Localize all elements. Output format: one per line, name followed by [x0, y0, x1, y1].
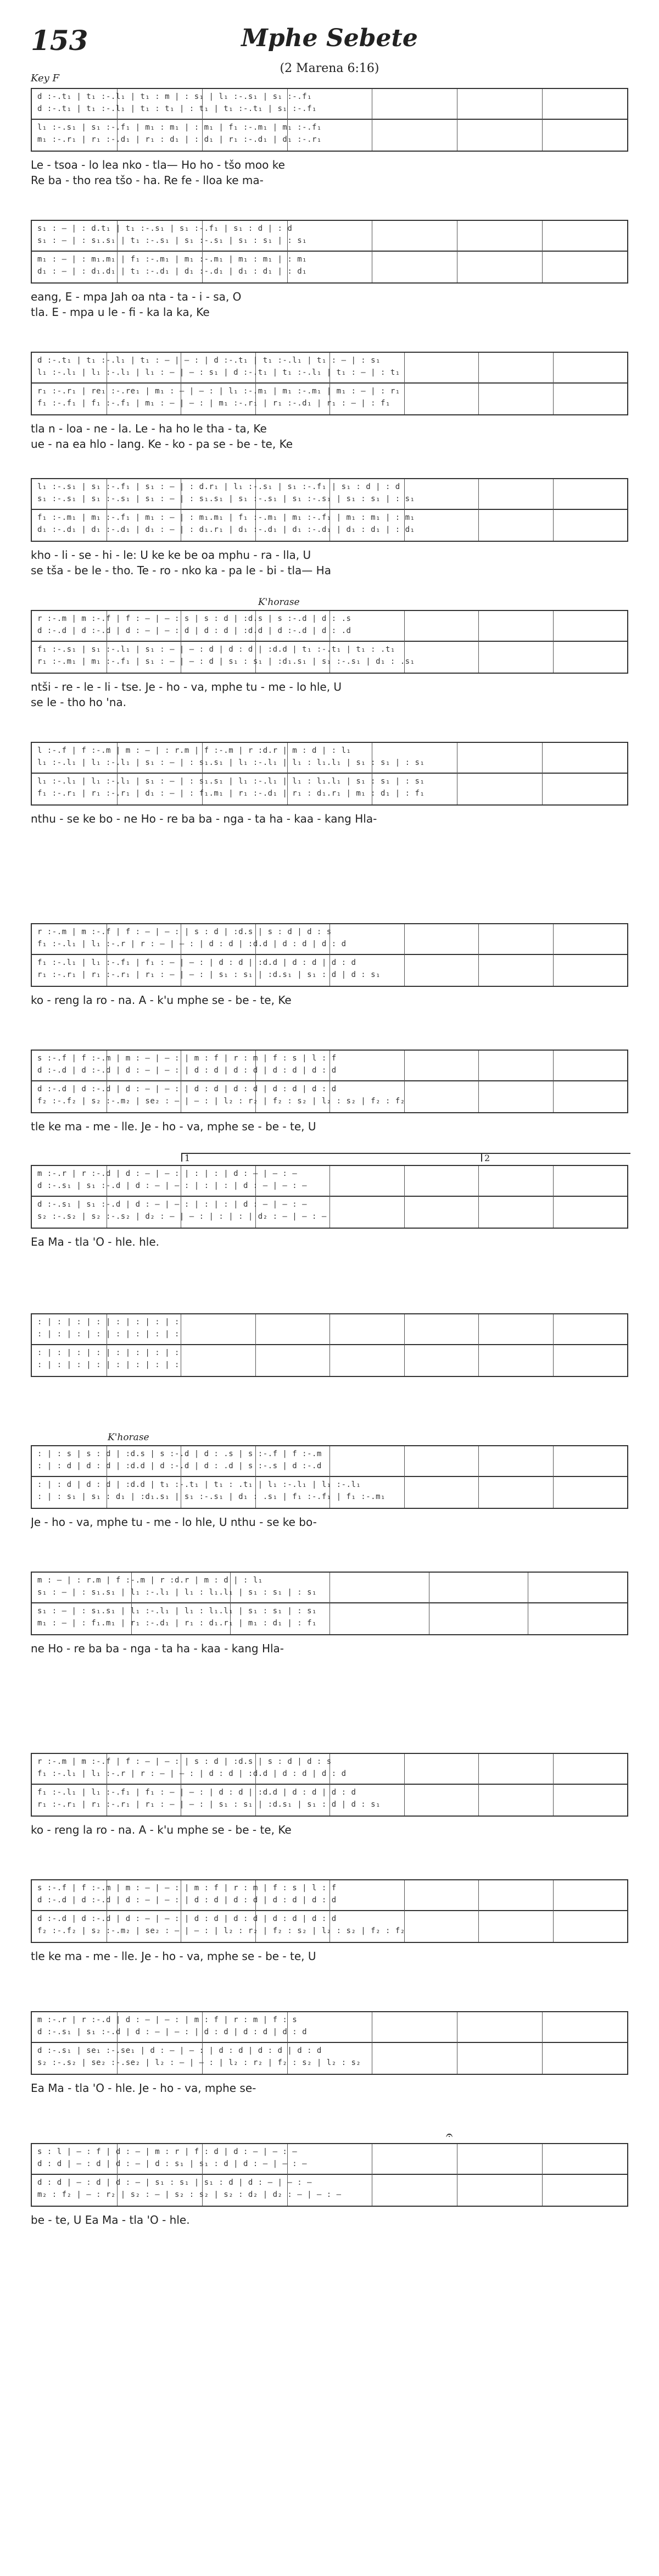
solfa-voice-row: [32, 958, 627, 968]
lyric-line: tle ke ma - me - lle. Je - ho - va, mphe se - be - te, U: [31, 1950, 316, 1963]
solfa-voice-row: [32, 777, 627, 787]
solfa-notes: m : — | : r.m | f :-.m | r :d.r | m : d | : l₁: [37, 1576, 263, 1585]
music-system: [31, 352, 628, 451]
solfa-voice-row: [32, 368, 627, 378]
solfa-notes: : | : d | d : d | :d.d | t₁ :-.t₁ | t₁ : .t₁ | l₁ :-.l₁ | l₁ :-.l₁: [37, 1480, 361, 1489]
key-signature: Key F: [31, 73, 59, 84]
first-ending: 1: [181, 1153, 481, 1162]
solfa-notes: d :-.t₁ | t₁ :-.l₁ | t₁ : m | : s₁ | l₁ :-.s₁ | s₁ :-.f₁: [37, 92, 312, 101]
solfa-notes: l₁ :-.l₁ | l₁ :-.l₁ | s₁ : — | : s₁.s₁ | l₁ :-.l₁ | l₁ : l₁.l₁ | s₁ : s₁ | : s₁: [37, 758, 425, 767]
lyric-line: nthu - se ke bo - ne Ho - re ba ba - nga - ta ha - kaa - kang Hla-: [31, 812, 377, 825]
staff-box: [31, 1165, 628, 1229]
solfa-voice-row: [32, 1361, 627, 1370]
solfa-notes: r₁ :-.r₁ | r₁ :-.r₁ | r₁ : — | — : | s₁ : s₁ | :d.s₁ | s₁ : d | d : s₁: [37, 970, 381, 979]
solfa-notes: l₁ :-.s₁ | s₁ :-.f₁ | m₁ : m₁ | : m₁ | f₁ :-.m₁ | m₁ :-.f₁: [37, 123, 322, 132]
solfa-notes: l₁ :-.l₁ | l₁ :-.l₁ | l₁ : — | — : s₁ | d :-.t₁ | t₁ :-.l₁ | t₁ : — | : t₁: [37, 368, 400, 377]
lyric-line: Le - tsoa - lo lea nko - tla— Ho ho - tšo moo ke: [31, 158, 285, 171]
solfa-notes: d : d | — : d | d : — | d : s₁ | s₁ : d | d : — | — : —: [37, 2159, 308, 2168]
staff-box: [31, 742, 628, 806]
solfa-voice-row: [32, 1097, 627, 1107]
solfa-voice-row: [32, 2058, 627, 2068]
lyric-line: se tša - be le - tho. Te - ro - nko ka - pa le - bi - tla— Ha: [31, 564, 331, 577]
second-ending: 2: [481, 1153, 630, 1162]
solfa-notes: : | : | : | : | : | : | : | :: [37, 1318, 180, 1326]
solfa-notes: s :-.f | f :-.m | m : — | — : | m : f | r : m | f : s | l : f: [37, 1054, 337, 1063]
solfa-voice-row: [32, 1800, 627, 1810]
solfa-voice-row: [32, 1757, 627, 1767]
lyric-line: tla n - loa - ne - la. Le - ha ho le tha - ta, Ke: [31, 422, 267, 435]
music-system: [31, 1050, 628, 1148]
solfa-notes: s₁ : — | : s₁.s₁ | l₁ :-.l₁ | l₁ : l₁.l₁ | s₁ : s₁ | : s₁: [37, 1588, 317, 1597]
solfa-voice-row: [32, 399, 627, 409]
music-system: [31, 478, 628, 577]
music-system: [31, 610, 628, 709]
solfa-voice-row: [32, 236, 627, 246]
solfa-notes: s₂ :-.s₂ | s₂ :-.s₂ | d₂ : — | — : | : | : | d₂ : — | — : —: [37, 1212, 327, 1221]
solfa-notes: m₁ : — | : m₁.m₁ | f₁ :-.m₁ | m₁ :-.m₁ | m₁ : m₁ | : m₁: [37, 255, 308, 264]
solfa-notes: d :-.d | d :-.d | d : — | — : d | d : d | :d.d | d :-.d | d : .d: [37, 626, 351, 635]
staff-box: [31, 2011, 628, 2075]
solfa-notes: d₁ :-.d₁ | d₁ :-.d₁ | d₁ : — | : d₁.r₁ | d₁ :-.d₁ | d₁ :-.d₁ | d₁ : d₁ | : d₁: [37, 525, 415, 534]
solfa-voice-row: [32, 255, 627, 265]
chorus-marker: K'horase: [108, 1432, 149, 1443]
solfa-notes: r₁ :-.r₁ | re₁ :-.re₁ | m₁ : — | — : | l₁ :-.m₁ | m₁ :-.m₁ | m₁ : — | : r₁: [37, 387, 400, 396]
solfa-voice-row: [32, 1348, 627, 1358]
music-system: [31, 88, 628, 187]
solfa-notes: d :-.s₁ | s₁ :-.d | d : — | — : | : | : | d : — | — : —: [37, 1200, 308, 1209]
solfa-voice-row: [32, 645, 627, 655]
solfa-notes: d :-.t₁ | t₁ :-.l₁ | t₁ : — | — : | d :-.t₁ | t₁ :-.l₁ | t₁ : — | : s₁: [37, 356, 381, 365]
solfa-notes: s₂ :-.s₂ | se₂ :-.se₂ | l₂ : — | — : | l₂ : r₂ | f₂ : s₂ | l₂ : s₂: [37, 2058, 361, 2067]
solfa-voice-row: [32, 387, 627, 397]
solfa-voice-row: [32, 1927, 627, 1936]
staff-divider: [32, 251, 627, 252]
solfa-voice-row: [32, 2147, 627, 2157]
fermata-icon: 𝄐: [446, 2129, 453, 2142]
chorus-marker: K'horase: [258, 597, 300, 608]
music-system: [31, 1313, 628, 1412]
music-system: [31, 1879, 628, 1978]
solfa-notes: s₁ : — | : s₁.s₁ | t₁ :-.s₁ | s₁ :-.s₁ | s₁ : s₁ | : s₁: [37, 236, 308, 245]
solfa-notes: f₁ :-.l₁ | l₁ :-.f₁ | f₁ : — | — : | d : d | :d.d | d : d | d : d: [37, 958, 356, 967]
staff-divider: [32, 773, 627, 774]
staff-box: [31, 1313, 628, 1377]
solfa-voice-row: [32, 1769, 627, 1779]
solfa-notes: : | : d | d : d | :d.d | d :-.d | d : .d | s :-.s | d :-.d: [37, 1462, 322, 1470]
solfa-notes: d : d | — : d | d : — | s₁ : s₁ | s₁ : d | d : — | — : —: [37, 2178, 312, 2187]
solfa-notes: d :-.s₁ | se₁ :-.se₁ | d : — | — : | d : d | d : d | d : d: [37, 2046, 322, 2055]
staff-box: [31, 352, 628, 415]
solfa-voice-row: [32, 224, 627, 234]
solfa-notes: r :-.m | m :-.f | f : — | — : | s : d | :d.s | s : d | d : s: [37, 1757, 332, 1766]
solfa-voice-row: [32, 789, 627, 799]
music-system: [31, 742, 628, 841]
music-system: [31, 1165, 628, 1264]
solfa-voice-row: [32, 482, 627, 492]
solfa-voice-row: [32, 267, 627, 277]
staff-box: [31, 220, 628, 284]
solfa-voice-row: [32, 928, 627, 937]
staff-box: [31, 2143, 628, 2207]
solfa-voice-row: [32, 1181, 627, 1191]
solfa-notes: d₁ : — | : d₁.d₁ | t₁ :-.d₁ | d₁ :-.d₁ | d₁ : d₁ | : d₁: [37, 267, 308, 276]
lyric-line: ko - reng la ro - na. A - k'u mphe se - be - te, Ke: [31, 1823, 292, 1836]
lyric-line: be - te, U Ea Ma - tla 'O - hle.: [31, 2213, 190, 2227]
solfa-voice-row: [32, 746, 627, 756]
staff-box: [31, 923, 628, 987]
music-system: [31, 1572, 628, 1670]
solfa-voice-row: [32, 1054, 627, 1064]
solfa-voice-row: [32, 1450, 627, 1459]
staff-divider: [32, 119, 627, 120]
solfa-notes: : | : | : | : | : | : | : | :: [37, 1330, 180, 1339]
solfa-notes: m₁ : — | : f₁.m₁ | r₁ :-.d₁ | r₁ : d₁.r₁ | m₁ : d₁ | : f₁: [37, 1619, 317, 1628]
staff-box: [31, 478, 628, 542]
lyric-line: ko - reng la ro - na. A - k'u mphe se - be - te, Ke: [31, 993, 292, 1007]
solfa-voice-row: [32, 657, 627, 667]
staff-box: [31, 88, 628, 152]
staff-box: [31, 1879, 628, 1943]
solfa-notes: d :-.t₁ | t₁ :-.l₁ | t₁ : t₁ | : t₁ | t₁ :-.t₁ | s₁ :-.f₁: [37, 104, 317, 113]
solfa-voice-row: [32, 1318, 627, 1328]
staff-box: [31, 1445, 628, 1509]
solfa-notes: s :-.f | f :-.m | m : — | — : | m : f | r : m | f : s | l : f: [37, 1884, 337, 1892]
solfa-notes: l₁ :-.s₁ | s₁ :-.f₁ | s₁ : — | : d.r₁ | l₁ :-.s₁ | s₁ :-.f₁ | s₁ : d | : d: [37, 482, 400, 491]
solfa-notes: d :-.d | d :-.d | d : — | — : | d : d | d : d | d : d | d : d: [37, 1914, 337, 1923]
solfa-voice-row: [32, 1200, 627, 1210]
solfa-voice-row: [32, 1462, 627, 1472]
solfa-notes: f₁ :-.r₁ | r₁ :-.r₁ | d₁ : — | : f₁.m₁ | r₁ :-.d₁ | r₁ : d₁.r₁ | m₁ : d₁ | : f₁: [37, 789, 425, 798]
music-system: [31, 2143, 628, 2242]
music-system: [31, 1753, 628, 1852]
solfa-voice-row: [32, 1619, 627, 1629]
solfa-notes: m :-.r | r :-.d | d : — | — : | : | : | d : — | — : —: [37, 1169, 298, 1178]
solfa-voice-row: [32, 2159, 627, 2169]
solfa-voice-row: [32, 513, 627, 523]
music-system: [31, 2011, 628, 2110]
solfa-voice-row: [32, 104, 627, 114]
hymn-number: 153: [31, 24, 88, 57]
solfa-notes: l :-.f | f :-.m | m : — | : r.m | f :-.m | r :d.r | m : d | : l₁: [37, 746, 351, 755]
solfa-notes: f₁ :-.s₁ | s₁ :-.l₁ | s₁ : — | — : d | d : d | :d.d | t₁ :-.t₁ | t₁ : .t₁: [37, 645, 395, 654]
solfa-voice-row: [32, 614, 627, 624]
lyric-line: kho - li - se - hi - le: U ke ke be oa mphu - ra - lla, U: [31, 548, 311, 562]
solfa-notes: m₂ : f₂ | — : r₂ | s₂ : — | s₂ : s₂ | s₂ : d₂ | d₂ : — | — : —: [37, 2190, 342, 2199]
staff-divider: [32, 2174, 627, 2175]
solfa-notes: m :-.r | r :-.d | d : — | — : | m : f | r : m | f : s: [37, 2016, 298, 2024]
solfa-voice-row: [32, 1330, 627, 1340]
solfa-notes: l₁ :-.l₁ | l₁ :-.l₁ | s₁ : — | : s₁.s₁ | l₁ :-.l₁ | l₁ : l₁.l₁ | s₁ : s₁ | : s₁: [37, 777, 425, 786]
lyric-line: eang, E - mpa Jah oa nta - ta - i - sa, O: [31, 290, 242, 303]
solfa-notes: r₁ :-.m₁ | m₁ :-.f₁ | s₁ : — | — : d | s₁ : s₁ | :d₁.s₁ | s₁ :-.s₁ | d₁ : .s₁: [37, 657, 415, 666]
solfa-voice-row: [32, 495, 627, 504]
solfa-notes: d :-.s₁ | s₁ :-.d | d : — | — : | : | : | d : — | — : —: [37, 1181, 308, 1190]
music-system: [31, 1445, 628, 1544]
solfa-voice-row: [32, 2178, 627, 2188]
solfa-notes: f₁ :-.l₁ | l₁ :-.r | r : — | — : | d : d | :d.d | d : d | d : d: [37, 1769, 347, 1778]
lyric-line: tle ke ma - me - lle. Je - ho - va, mphe se - be - te, U: [31, 1120, 316, 1133]
solfa-notes: s₁ : — | : s₁.s₁ | l₁ :-.l₁ | l₁ : l₁.l₁ | s₁ : s₁ | : s₁: [37, 1607, 317, 1615]
solfa-notes: : | : | : | : | : | : | : | :: [37, 1361, 180, 1369]
solfa-notes: r₁ :-.r₁ | r₁ :-.r₁ | r₁ : — | — : | s₁ : s₁ | :d.s₁ | s₁ : d | d : s₁: [37, 1800, 381, 1809]
staff-box: [31, 1572, 628, 1635]
solfa-voice-row: [32, 2028, 627, 2038]
solfa-notes: d :-.d | d :-.d | d : — | — : | d : d | d : d | d : d | d : d: [37, 1066, 337, 1075]
solfa-notes: s₁ : — | : d.t₁ | t₁ :-.s₁ | s₁ :-.f₁ | s₁ : d | : d: [37, 224, 293, 233]
solfa-notes: : | : | : | : | : | : | : | :: [37, 1348, 180, 1357]
solfa-notes: f₁ :-.l₁ | l₁ :-.r | r : — | — : | d : d | :d.d | d : d | d : d: [37, 940, 347, 948]
solfa-voice-row: [32, 135, 627, 145]
solfa-notes: m₁ :-.r₁ | r₁ :-.d₁ | r₁ : d₁ | : d₁ | r₁ :-.d₁ | d₁ :-.r₁: [37, 135, 322, 144]
solfa-voice-row: [32, 1576, 627, 1586]
solfa-voice-row: [32, 1169, 627, 1179]
staff-box: [31, 1050, 628, 1113]
staff-divider: [32, 2042, 627, 2043]
solfa-notes: d :-.d | d :-.d | d : — | — : | d : d | d : d | d : d | d : d: [37, 1896, 337, 1905]
solfa-notes: d :-.s₁ | s₁ :-.d | d : — | — : | d : d | d : d | d : d: [37, 2028, 308, 2036]
hymn-title: Mphe Sebete: [241, 24, 418, 52]
staff-box: [31, 610, 628, 674]
lyric-line: Ea Ma - tla 'O - hle. Je - ho - va, mphe se-: [31, 2081, 256, 2095]
solfa-notes: : | : s | s : d | :d.s | s :-.d | d : .s | s :-.f | f :-.m: [37, 1450, 322, 1458]
lyric-line: Ea Ma - tla 'O - hle. hle.: [31, 1235, 160, 1248]
solfa-notes: f₁ :-.l₁ | l₁ :-.f₁ | f₁ : — | — : | d : d | :d.d | d : d | d : d: [37, 1788, 356, 1797]
lyric-line: ue - na ea hlo - lang. Ke - ko - pa se - be - te, Ke: [31, 437, 293, 451]
solfa-notes: s₁ :-.s₁ | s₁ :-.s₁ | s₁ : — | : s₁.s₁ | s₁ :-.s₁ | s₁ :-.s₁ | s₁ : s₁ | : s₁: [37, 495, 415, 503]
solfa-notes: r :-.m | m :-.f | f : — | — : s | s : d | :d.s | s :-.d | d : .s: [37, 614, 351, 623]
solfa-voice-row: [32, 626, 627, 636]
solfa-voice-row: [32, 1492, 627, 1502]
solfa-voice-row: [32, 1884, 627, 1894]
solfa-voice-row: [32, 758, 627, 768]
lyric-line: ne Ho - re ba ba - nga - ta ha - kaa - kang Hla-: [31, 1642, 284, 1655]
lyric-line: ntši - re - le - li - tse. Je - ho - va, mphe tu - me - lo hle, U: [31, 680, 342, 693]
solfa-notes: f₁ :-.m₁ | m₁ :-.f₁ | m₁ : — | : m₁.m₁ | f₁ :-.m₁ | m₁ :-.f₁ | m₁ : m₁ | : m₁: [37, 513, 415, 522]
solfa-voice-row: [32, 970, 627, 980]
solfa-voice-row: [32, 92, 627, 102]
solfa-notes: f₂ :-.f₂ | s₂ :-.m₂ | se₂ : — | — : | l₂ : r₂ | f₂ : s₂ | l₂ : s₂ | f₂ : f₂: [37, 1097, 405, 1106]
solfa-notes: r :-.m | m :-.f | f : — | — : | s : d | :d.s | s : d | d : s: [37, 928, 332, 936]
solfa-voice-row: [32, 1914, 627, 1924]
solfa-voice-row: [32, 123, 627, 133]
solfa-voice-row: [32, 1085, 627, 1095]
staff-box: [31, 1753, 628, 1817]
solfa-notes: d :-.d | d :-.d | d : — | — : | d : d | d : d | d : d | d : d: [37, 1085, 337, 1093]
music-system: [31, 923, 628, 1022]
solfa-notes: s : l | — : f | d : — | m : r | f : d | d : — | — : —: [37, 2147, 298, 2156]
solfa-voice-row: [32, 1212, 627, 1222]
solfa-voice-row: [32, 525, 627, 535]
solfa-voice-row: [32, 2016, 627, 2025]
solfa-voice-row: [32, 356, 627, 366]
lyric-line: Je - ho - va, mphe tu - me - lo hle, U nthu - se ke bo-: [31, 1515, 317, 1529]
solfa-notes: f₂ :-.f₂ | s₂ :-.m₂ | se₂ : — | — : | l₂ : r₂ | f₂ : s₂ | l₂ : s₂ | f₂ : f₂: [37, 1927, 405, 1935]
solfa-notes: : | : s₁ | s₁ : d₁ | :d₁.s₁ | s₁ :-.s₁ | d₁ : .s₁ | f₁ :-.f₁ | f₁ :-.m₁: [37, 1492, 386, 1501]
solfa-voice-row: [32, 1788, 627, 1798]
scripture-reference: (2 Marena 6:16): [280, 62, 379, 75]
lyric-line: tla. E - mpa u le - fi - ka la ka, Ke: [31, 306, 210, 319]
solfa-notes: f₁ :-.f₁ | f₁ :-.f₁ | m₁ : — | — : | m₁ :-.r₁ | r₁ :-.d₁ | r₁ : — | : f₁: [37, 399, 390, 408]
lyric-line: se le - tho ho 'na.: [31, 696, 127, 709]
solfa-voice-row: [32, 1480, 627, 1490]
music-system: [31, 220, 628, 319]
solfa-voice-row: [32, 1607, 627, 1617]
solfa-voice-row: [32, 1588, 627, 1598]
solfa-voice-row: [32, 2046, 627, 2056]
solfa-voice-row: [32, 2190, 627, 2200]
lyric-line: Re ba - tho rea tšo - ha. Re fe - lloa ke ma-: [31, 174, 264, 187]
solfa-voice-row: [32, 1896, 627, 1906]
solfa-voice-row: [32, 1066, 627, 1076]
solfa-voice-row: [32, 940, 627, 950]
